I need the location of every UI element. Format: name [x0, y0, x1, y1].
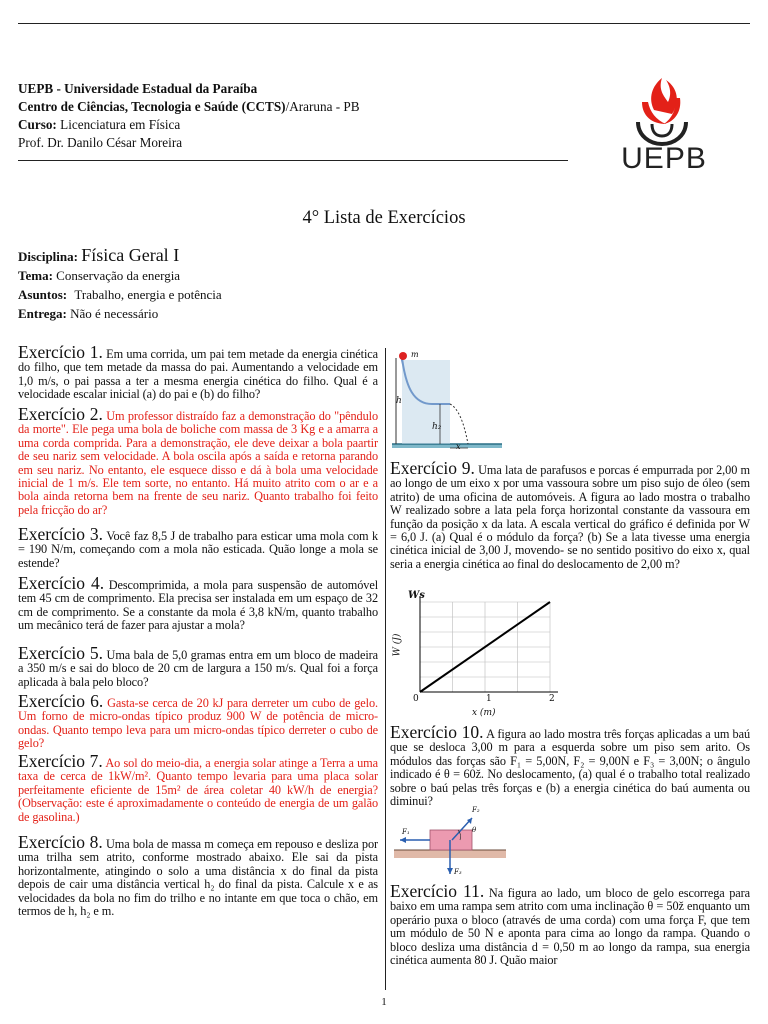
subjects-row: [18, 287, 222, 303]
exercise-6-text: Gasta-se cerca de 20 kJ para derreter um cubo de gelo. Um forno de micro-ondas típico produz 900 W de potência de micro-ondas. Quanto tempo leva para um micro-ondas típico derreter o cubo de gelo?: [18, 696, 379, 751]
exercise-11-heading: Exercício 11.: [390, 881, 485, 901]
exercise-10-text: A figura ao lado mostra três forças aplicadas a um baú que se desloca 3,00 m para a esquerda sobre um piso sem arito. Os módulos das forças são F₁ = 5,00N, F₂ = 9,00N e F₃ = 3,00N; o ângulo indicado é θ = 60ž. No deslocamento, (a) qual é o trabalho total realizado sobre o baú pelas três forças e (b) a energia cinética do baú aumenta ou diminui?: [390, 727, 750, 809]
box-label-f1: F₁: [402, 828, 410, 836]
page-title: 4° Lista de Exercícios: [302, 208, 466, 228]
track-label-h: h: [396, 396, 402, 406]
delivery-row: [18, 306, 158, 322]
course-label: Curso:: [18, 117, 57, 132]
exercise-8: [18, 832, 378, 919]
box-label-theta: θ: [472, 826, 477, 834]
exercise-2: [18, 404, 378, 517]
delivery-label: Entrega:: [18, 306, 67, 321]
exercise-9-text: Uma lata de parafusos e porcas é empurrada por 2,00 m ao longo de um eixo x por uma vassoura sobre um piso sujo de óleo (sem atrito) de uma oficina de automóveis. A figura ao lado mostra o trabalho W realizado sobre a lata pela força horizontal constante da vassoura em função da posição x da lata. A escala vertical do gráfico é definida por W = 6,0 J. (a) Qual é o módulo da força? (b) Se a lata tivesse uma energia cinética inicial de 3,00 J, movendo- se no sentido positivo do eixo x, qual seria a energia cinética ao final do deslocamento de 2,00 m?: [390, 463, 750, 571]
exercise-10: [390, 722, 750, 809]
exercise-7-text: Ao sol do meio-dia, a energia solar atinge a Terra a uma taxa de cerca de 1kW/m². Quanto tempo levaria para uma placa solar perfeitamente eficiente de 15m² de área coletar 40 kW/h de energia? (Observação: este é aproximadamente o conteúdo de energia de um galão de gasolina.): [18, 756, 379, 824]
exercise-3-heading: Exercício 3.: [18, 524, 104, 544]
graph-xtick-0: 0: [413, 694, 419, 704]
column-separator: [385, 348, 386, 990]
box-label-f3: F₃: [454, 868, 462, 876]
exercise-2-text: Um professor distraído faz a demonstração do "pêndulo da morte". Ele pega uma bola de boliche com massa de 3 Kg e a amarra a uma corda comprida. Para a demonstração, ele deve deixar a bola paartir de seu nariz sem velocidade. A bola oscila após a saída e retorna parando em seu nariz. No entanto, ele esquece disso e dá à bola uma velocidade inicial de 1 m/s. Ele tem sorte, no entanto. Há muito atrito com o ar e a bola ainda retorna bem na frente de seu nariz. Quanto trabalho foi feito pela fricção do ar?: [18, 409, 378, 517]
exercise-1: [18, 342, 378, 402]
exercise-11: [390, 881, 750, 968]
exercise-2-heading: Exercício 2.: [18, 404, 103, 424]
exercise-4-text: Descomprimida, a mola para suspensão de automóvel tem 45 cm de comprimento. Ela precisa ser instalada em um espaço de 32 cm de comprimento. Se a constante da mola é 3,8 kN/m, quanto trabalho um mecânico terá de fazer para ajustar a mola?: [18, 578, 379, 633]
exercise-8-text: Uma bola de massa m começa em repouso e desliza por uma trilha sem atrito, conforme mostrado abaixo. Ele sai da pista horizontalmente, atingindo o solo a uma distância x do final da pista depois de cair uma distância vertical h₂ do final da pista. Calcule x e as velocidades da bola no fim do trilho e no intante em que toca o chão, em termos de h, h₂ e m.: [18, 837, 378, 919]
graph-xlabel: x (m): [472, 708, 496, 718]
exercise-4-heading: Exercício 4.: [18, 573, 105, 593]
track-label-h2: h₂: [432, 422, 442, 432]
graph-ylabel: W (J): [392, 633, 403, 657]
theme-label: Tema:: [18, 268, 53, 283]
track-label-m: m: [411, 350, 419, 359]
course-name: Licenciatura em Física: [60, 117, 181, 132]
subjects-value: Trabalho, energia e potência: [74, 287, 222, 302]
graph-xtick-1: 1: [486, 694, 492, 704]
exercise-1-heading: Exercício 1.: [18, 342, 103, 362]
exercise-11-text: Na figura ao lado, um bloco de gelo escorrega para baixo em uma rampa sem atrito com uma inclinação θ = 50ž enquanto um operário puxa o bloco (através de uma corda) com uma força F, que tem um módulo de 50 N e aponta para cima ao longo da rampa. Quando o bloco desliza uma distância d = 0,50 m ao longo da rampa, sua energia cinética aumenta 80 J. Quão maior: [390, 886, 750, 968]
center-city: /Araruna - PB: [285, 99, 360, 114]
exercise-8-heading: Exercício 8.: [18, 832, 103, 852]
graph-ws-label: Ws: [408, 590, 425, 601]
track-label-x: x: [456, 442, 461, 451]
top-rule: [18, 23, 750, 24]
exercise-6-heading: Exercício 6.: [18, 691, 104, 711]
exercise-3-text: Você faz 8,5 J de trabalho para esticar uma mola com k = 190 N/m, começando com a mola não esticada. Quão longe a mola se estende?: [18, 529, 378, 570]
exercise-1-text: Em uma corrida, um pai tem metade da energia cinética do filho, que tem metade da massa do pai. Aumentando a velocidade em 1,0 m/s, o pai passa a ter a mesma energia cinética do filho. Qual é a velocidade escalar inicial (a) do pai e (b) do filho?: [18, 347, 378, 402]
exercise-7: [18, 751, 379, 824]
professor-name: Prof. Dr. Danilo César Moreira: [18, 135, 183, 150]
exercise-6: [18, 691, 379, 751]
university-name: UEPB - Universidade Estadual da Paraíba: [18, 81, 258, 96]
exercise-5-heading: Exercício 5.: [18, 643, 104, 663]
track-figure: [392, 348, 512, 452]
work-graph: [390, 588, 570, 722]
exercise-7-heading: Exercício 7.: [18, 751, 103, 771]
exercise-9-heading: Exercício 9.: [390, 458, 475, 478]
delivery-value: Não é necessário: [70, 306, 159, 321]
theme-value: Conservação da energia: [56, 268, 181, 283]
header-block: [18, 80, 578, 152]
discipline-label: Disciplina:: [18, 249, 78, 264]
logo-text: UEPB: [621, 142, 707, 175]
box-label-f2: F₂: [472, 806, 480, 814]
discipline-row: [18, 245, 179, 266]
exercise-5: [18, 643, 378, 689]
exercise-5-text: Uma bala de 5,0 gramas entra em um bloco de madeira a 350 m/s e sai do bloco de 20 cm de largura a 150 m/s. Qual foi a força aplicada à bala pelo bloco?: [18, 648, 378, 689]
box-forces-figure: [394, 806, 506, 880]
discipline-value: Física Geral I: [81, 245, 180, 265]
header-rule: [18, 160, 568, 161]
exercise-4: [18, 573, 379, 633]
exercise-3: [18, 524, 378, 570]
subjects-label: Asuntos:: [18, 287, 68, 302]
uepb-logo: [608, 72, 718, 175]
exercise-10-heading: Exercício 10.: [390, 722, 484, 742]
graph-xtick-2: 2: [549, 694, 555, 704]
exercise-9: [390, 458, 750, 571]
theme-row: [18, 268, 180, 284]
center-name: Centro de Ciências, Tecnologia e Saúde (CCTS): [18, 99, 286, 114]
page-number: 1: [381, 996, 387, 1008]
